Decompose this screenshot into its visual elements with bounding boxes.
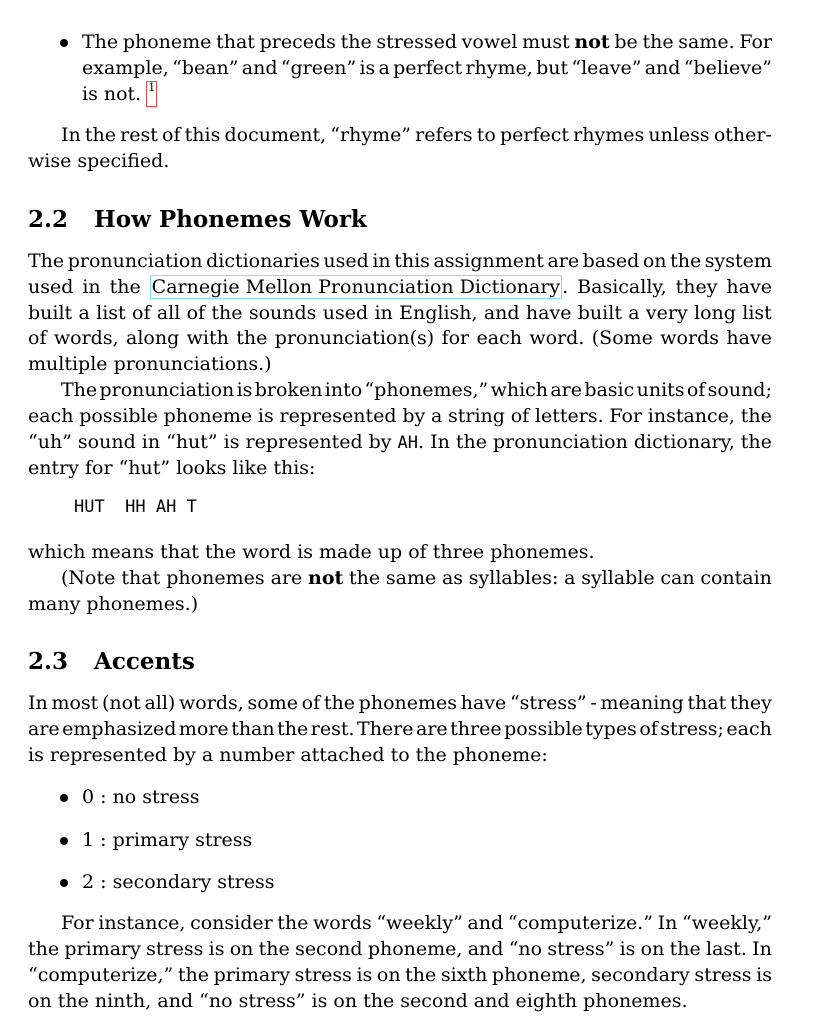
word: assignment xyxy=(433,250,544,272)
word: of xyxy=(186,302,206,324)
word: three xyxy=(450,718,502,740)
word: based xyxy=(582,250,640,272)
word: rhyme, xyxy=(465,57,533,79)
word: In xyxy=(657,912,678,934)
word: “computerize,” xyxy=(28,964,174,986)
text-line xyxy=(28,716,772,742)
text-line xyxy=(28,429,772,456)
bullet-icon xyxy=(60,39,68,47)
word: the xyxy=(277,912,309,934)
word: are xyxy=(416,718,448,740)
word: the xyxy=(258,938,290,960)
text-line xyxy=(28,591,772,617)
word: with xyxy=(186,327,229,349)
word: . xyxy=(418,431,425,453)
word: a xyxy=(430,405,443,427)
word: which xyxy=(490,379,549,401)
word: “weekly” xyxy=(376,912,463,934)
word: is xyxy=(756,964,772,986)
text-line xyxy=(28,742,772,768)
word: sounds xyxy=(248,302,317,324)
text-line xyxy=(61,122,772,148)
word: a xyxy=(628,302,640,324)
word: secondary xyxy=(591,964,690,986)
word: units xyxy=(636,379,685,401)
word: document, xyxy=(224,124,327,146)
word: phonemes xyxy=(358,692,458,714)
word: pronunciation xyxy=(99,379,235,401)
word: most xyxy=(51,692,99,714)
text-line xyxy=(82,55,772,81)
word: used xyxy=(322,302,369,324)
word: refers xyxy=(415,124,473,146)
word: - xyxy=(590,692,597,714)
word: last. xyxy=(706,938,747,960)
word: all) xyxy=(144,692,176,714)
word: of xyxy=(132,302,151,324)
text-line xyxy=(61,565,772,591)
emphasis: not xyxy=(574,31,610,53)
word: the xyxy=(177,964,209,986)
word: they xyxy=(675,276,718,298)
word: word. xyxy=(529,327,585,349)
word: perfect xyxy=(499,124,570,146)
word: of xyxy=(301,692,321,714)
word: sixth xyxy=(440,964,488,986)
word: and xyxy=(483,302,520,324)
phoneme-code: AH xyxy=(397,433,419,453)
word: phoneme xyxy=(163,405,253,427)
word: pronunciation xyxy=(493,431,628,453)
text-fragment: (Note that phonemes are xyxy=(61,567,303,589)
word: stress; xyxy=(660,718,724,740)
word: on xyxy=(642,250,667,272)
word: primary xyxy=(64,938,141,960)
text-fragment: on the ninth, and “no stress” is on the second and eighth phonemes. xyxy=(28,990,688,1012)
word: the xyxy=(455,431,487,453)
word: of xyxy=(686,379,706,401)
word: stress xyxy=(694,964,752,986)
word: rhymes xyxy=(573,124,645,146)
cmu-dictionary-link[interactable]: Carnegie Mellon Pronunciation Dictionary xyxy=(151,276,561,298)
word: rest xyxy=(120,124,158,146)
word: same. xyxy=(678,31,735,53)
text-line xyxy=(28,248,772,274)
word: “stress” xyxy=(509,692,587,714)
text-line xyxy=(28,962,772,988)
text-line xyxy=(28,690,772,716)
word: stress” xyxy=(547,938,615,960)
word: that xyxy=(687,692,727,714)
section-title: Accents xyxy=(94,648,195,675)
stress-item xyxy=(82,869,772,895)
word: stress xyxy=(146,938,204,960)
text-line xyxy=(28,148,772,174)
text-fragment: which means that the word is made up of three phonemes. xyxy=(28,541,595,563)
text-line xyxy=(28,988,772,1014)
word: a xyxy=(378,57,390,79)
word: “no xyxy=(508,938,543,960)
word: “leave” xyxy=(571,57,642,79)
word: In xyxy=(28,692,48,714)
word: pronunciation(s) xyxy=(274,327,435,349)
word: the xyxy=(349,567,381,589)
word: of xyxy=(510,405,530,427)
word: all xyxy=(156,302,181,324)
text-fragment: is represented by a number attached to the phoneme: xyxy=(28,744,548,766)
word: Basically, xyxy=(577,276,667,298)
word: represented xyxy=(245,431,363,453)
word: English, xyxy=(399,302,478,324)
word: preceds xyxy=(259,31,336,53)
word: but xyxy=(536,57,569,79)
word: pronunciation xyxy=(67,250,203,272)
word: system xyxy=(704,250,772,272)
word: used xyxy=(28,276,74,298)
word: list xyxy=(742,302,772,324)
word: phoneme, xyxy=(367,938,463,960)
word: words xyxy=(660,327,719,349)
word: each xyxy=(476,327,522,349)
word: have xyxy=(726,276,772,298)
word: list xyxy=(96,302,126,324)
word: is xyxy=(257,405,274,427)
word: each xyxy=(726,718,772,740)
word: the xyxy=(236,327,268,349)
word: for xyxy=(441,327,470,349)
section-heading xyxy=(28,205,367,235)
text-line xyxy=(28,325,772,351)
word: very xyxy=(645,302,688,324)
text-fragment: entry for “hut” looks like this: xyxy=(28,457,316,479)
word: the xyxy=(740,431,772,453)
word: same xyxy=(385,567,437,589)
word: “weekly,” xyxy=(681,912,772,934)
bullet-icon xyxy=(60,837,68,845)
word: the xyxy=(211,302,243,324)
word: “green” xyxy=(280,57,357,79)
word: they xyxy=(730,692,772,714)
word: phoneme xyxy=(122,31,212,53)
word: consider xyxy=(190,912,273,934)
word: There xyxy=(357,718,414,740)
word: the xyxy=(405,964,437,986)
word: “computerize.” xyxy=(507,912,654,934)
word: “hut” xyxy=(166,431,218,453)
word: of xyxy=(639,718,658,740)
text-line xyxy=(61,377,772,403)
word: that xyxy=(216,31,255,53)
word: is xyxy=(236,379,253,401)
text-line xyxy=(28,455,772,481)
word: “rhyme” xyxy=(330,124,412,146)
word: in xyxy=(374,302,393,324)
stress-label: 2 : secondary stress xyxy=(82,871,275,893)
word: the xyxy=(28,938,60,960)
text-line xyxy=(82,81,772,107)
word: and xyxy=(467,912,504,934)
word: built xyxy=(28,302,73,324)
text-fragment: multiple pronunciations.) xyxy=(28,353,272,375)
word: the xyxy=(109,276,141,298)
word: in xyxy=(141,431,161,453)
word: on xyxy=(376,964,401,986)
word: the xyxy=(669,938,701,960)
word: and xyxy=(467,938,504,960)
word: “believe” xyxy=(683,57,772,79)
word: second xyxy=(295,938,363,960)
word: string xyxy=(448,405,505,427)
word: the xyxy=(277,718,309,740)
word: The xyxy=(28,250,65,272)
word: “bean” xyxy=(172,57,239,79)
word: For xyxy=(739,31,772,53)
word: along xyxy=(126,327,180,349)
word: sound xyxy=(77,431,136,453)
word: is xyxy=(356,964,373,986)
text-line xyxy=(28,539,772,565)
word: . xyxy=(562,276,569,298)
word: used xyxy=(323,250,369,272)
word: dictionary, xyxy=(633,431,735,453)
text-fragment: is not. xyxy=(82,83,142,105)
word: the xyxy=(740,405,772,427)
word: possible xyxy=(79,405,158,427)
word: are xyxy=(547,250,580,272)
word: this xyxy=(184,124,221,146)
word: contain xyxy=(700,567,772,589)
word: example, xyxy=(82,57,169,79)
section-number: 2.3 xyxy=(28,648,69,675)
word: “uh” xyxy=(28,431,72,453)
word: stressed xyxy=(376,31,457,53)
text-line xyxy=(28,274,772,300)
word: than xyxy=(231,718,275,740)
word: syllable xyxy=(581,567,655,589)
code-example: HUT HH AH T xyxy=(74,497,197,517)
word: can xyxy=(660,567,695,589)
word: the xyxy=(670,250,702,272)
text-line xyxy=(28,936,772,962)
word: represented xyxy=(279,405,397,427)
word: is xyxy=(619,938,636,960)
word: possible xyxy=(504,718,583,740)
word: by xyxy=(368,431,392,453)
word: In xyxy=(430,431,450,453)
word: a xyxy=(564,567,576,589)
word: For xyxy=(609,405,643,427)
word: stress xyxy=(294,964,352,986)
word: some xyxy=(247,692,298,714)
word: and xyxy=(241,57,278,79)
word: basic xyxy=(584,379,635,401)
word: is xyxy=(208,938,225,960)
word: vowel xyxy=(461,31,518,53)
text-line xyxy=(28,351,772,377)
word: “phonemes,” xyxy=(364,379,489,401)
word: instance, xyxy=(647,405,735,427)
footnote-link[interactable]: 1 xyxy=(146,81,157,107)
word: have xyxy=(726,327,772,349)
word: on xyxy=(229,938,254,960)
word: are xyxy=(550,379,582,401)
word: must xyxy=(522,31,570,53)
word: to xyxy=(476,124,496,146)
word: instance, xyxy=(98,912,186,934)
word: In xyxy=(61,124,81,146)
word: long xyxy=(694,302,736,324)
word: sound; xyxy=(707,379,772,401)
text-line xyxy=(82,29,772,55)
word: (not xyxy=(102,692,141,714)
word: For xyxy=(61,912,94,934)
word: The xyxy=(82,31,119,53)
stress-item xyxy=(82,827,772,853)
word: letters. xyxy=(534,405,604,427)
word: by xyxy=(402,405,426,427)
word: primary xyxy=(213,964,291,986)
word: more xyxy=(178,718,229,740)
section-title: How Phonemes Work xyxy=(94,206,367,233)
word: meaning xyxy=(600,692,684,714)
word: as xyxy=(441,567,464,589)
word: the xyxy=(84,124,117,146)
word: this xyxy=(394,250,430,272)
word: the xyxy=(340,31,372,53)
word: are xyxy=(28,718,60,740)
word: in xyxy=(372,250,391,272)
word: perfect xyxy=(393,57,463,79)
text-fragment: many phonemes.) xyxy=(28,593,199,615)
word: each xyxy=(28,405,74,427)
word: a xyxy=(78,302,90,324)
word: rest. xyxy=(310,718,355,740)
word: of xyxy=(162,124,181,146)
word: syllables: xyxy=(468,567,559,589)
bullet-icon xyxy=(60,879,68,887)
word: words, xyxy=(53,327,119,349)
word: is xyxy=(359,57,376,79)
stress-label: 1 : primary stress xyxy=(82,829,253,851)
text-line xyxy=(28,403,772,429)
word: the xyxy=(323,692,355,714)
word: In xyxy=(752,938,772,960)
word: (Some xyxy=(591,327,653,349)
word: is xyxy=(223,431,240,453)
word: built xyxy=(577,302,622,324)
word: have xyxy=(460,692,507,714)
bullet-icon xyxy=(60,794,68,802)
stress-label: 0 : no stress xyxy=(82,786,200,808)
text-line xyxy=(61,910,772,936)
word: dictionaries xyxy=(206,250,320,272)
word: emphasized xyxy=(62,718,177,740)
word: types xyxy=(585,718,637,740)
word: and xyxy=(644,57,681,79)
word: The xyxy=(61,379,98,401)
text-fragment: wise specified. xyxy=(28,150,170,172)
word: words, xyxy=(179,692,244,714)
word: broken xyxy=(254,379,323,401)
word: on xyxy=(640,938,665,960)
stress-item xyxy=(82,784,772,810)
word: unless xyxy=(648,124,710,146)
text-line xyxy=(28,300,772,326)
word: words xyxy=(313,912,372,934)
section-number: 2.2 xyxy=(28,206,69,233)
word: of xyxy=(28,327,47,349)
word: in xyxy=(82,276,101,298)
word: the xyxy=(642,31,674,53)
word: have xyxy=(525,302,572,324)
word: other- xyxy=(713,124,772,146)
section-heading xyxy=(28,647,195,677)
emphasis: not xyxy=(308,567,344,589)
word: into xyxy=(324,379,363,401)
word: phoneme, xyxy=(491,964,587,986)
word: be xyxy=(614,31,638,53)
